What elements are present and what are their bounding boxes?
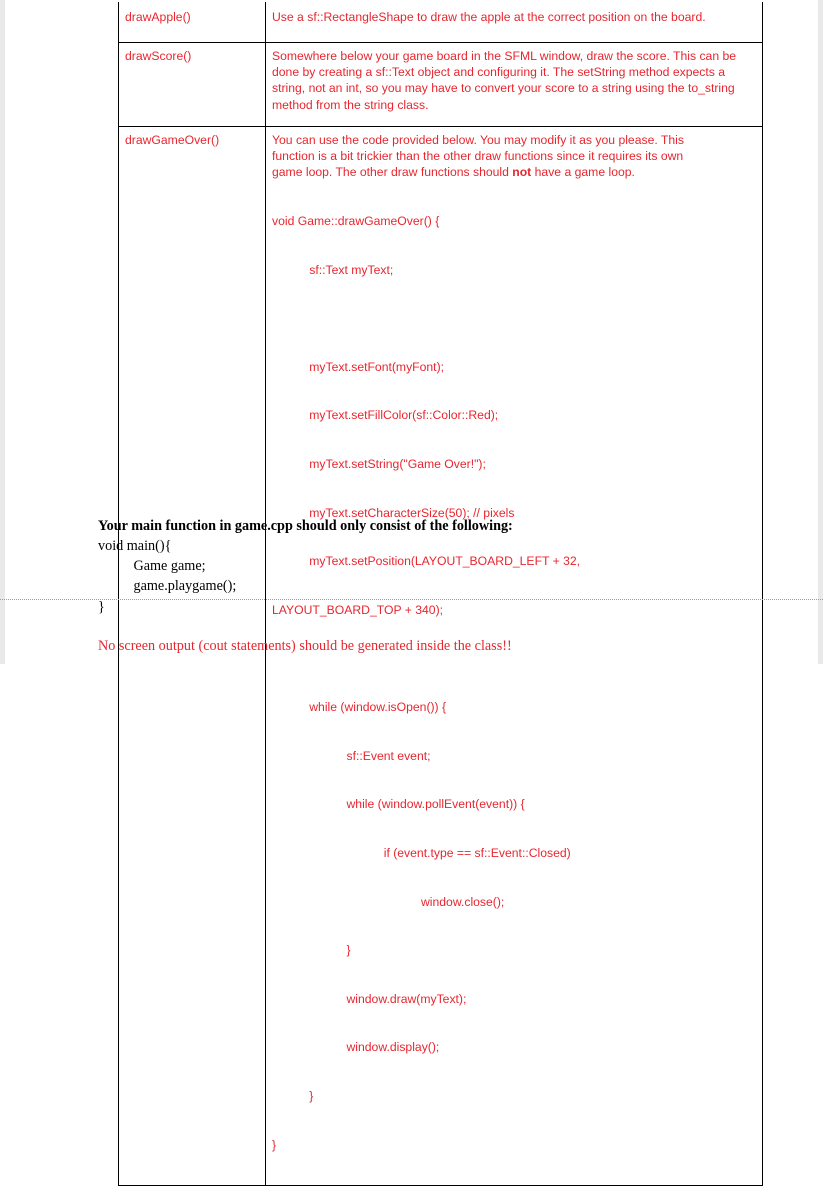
intro-line: function is a bit trickier than the other draw functions since it requires its own — [272, 149, 684, 164]
intro-emphasis: not — [512, 165, 532, 180]
code-line: if (event.type == sf::Event::Closed) — [272, 845, 571, 860]
function-name: drawGameOver() — [119, 127, 266, 1186]
code-line: myText.setPosition(LAYOUT_BOARD_LEFT + 32, — [272, 554, 581, 569]
code-line: window.display(); — [272, 1040, 440, 1055]
note-heading: Your main function in game.cpp should only consist of the following: — [98, 518, 513, 534]
code-line: } — [272, 1137, 277, 1152]
intro-text: game loop. The other draw functions should — [272, 165, 513, 180]
code-line: window.close(); — [272, 894, 505, 909]
page-right-edge — [818, 0, 823, 664]
code-line: } — [272, 1088, 314, 1103]
code-line: LAYOUT_BOARD_TOP + 340); — [272, 602, 444, 617]
code-line: void main(){ — [98, 538, 172, 554]
intro-line: You can use the code provided below. You may modify it as you please. This — [272, 133, 684, 147]
warning-text: No screen output (cout statements) should be generated inside the class!! — [98, 638, 512, 654]
code-line: while (window.isOpen()) { — [272, 700, 447, 715]
function-name: drawApple() — [119, 2, 266, 43]
function-name: drawScore() — [119, 43, 266, 127]
code-line: sf::Event event; — [272, 748, 431, 763]
code-line: sf::Text myText; — [272, 262, 394, 277]
code-line: myText.setFillColor(sf::Color::Red); — [272, 408, 499, 423]
code-line: } — [98, 599, 105, 615]
code-line: myText.setString("Game Over!"); — [272, 457, 486, 472]
code-line — [272, 310, 756, 326]
code-block — [272, 181, 756, 1186]
table-row — [119, 127, 763, 1186]
code-line: myText.setFont(myFont); — [272, 359, 445, 374]
page-break-divider — [0, 599, 823, 600]
code-line: window.draw(myText); — [272, 991, 467, 1006]
page-left-edge — [0, 0, 5, 664]
function-description: Somewhere below your game board in the SFML window, draw the score. This can be done by creating a sf::Text object and configuring it. The setString method expects a string, not an int, so you may have to convert your score to a string using the to_string method from the string class. — [266, 43, 763, 127]
function-description: Use a sf::RectangleShape to draw the apple at the correct position on the board. — [266, 2, 763, 43]
table-row — [119, 43, 763, 127]
code-line: game.playgame(); — [98, 578, 237, 594]
code-line: while (window.pollEvent(event)) { — [272, 797, 525, 812]
code-line: void Game::drawGameOver() { — [272, 214, 440, 229]
function-description — [266, 127, 763, 1186]
intro-text: have a game loop. — [531, 165, 635, 180]
table-row — [119, 2, 763, 43]
code-line: Game game; — [98, 558, 206, 574]
intro-line — [272, 164, 756, 180]
code-line: myText.setCharacterSize(50); // pixels — [272, 505, 515, 520]
code-line: } — [272, 943, 351, 958]
main-function-note — [98, 516, 513, 596]
